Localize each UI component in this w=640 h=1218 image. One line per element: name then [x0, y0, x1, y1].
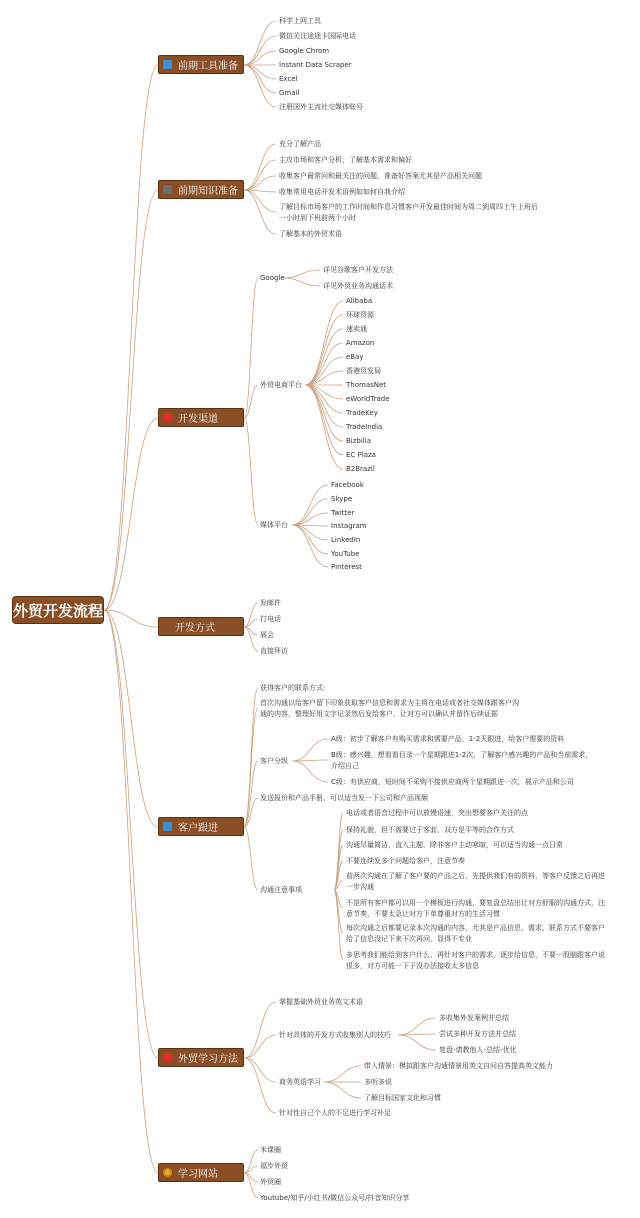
leaf-item[interactable]: Facebook	[331, 481, 364, 489]
connector	[324, 1082, 361, 1098]
leaf-item[interactable]: Instagram	[331, 522, 367, 530]
leaf-item[interactable]: Instant Data Scraper	[279, 61, 352, 69]
connector	[244, 65, 276, 79]
leaf-item[interactable]: LinkedIn	[331, 536, 361, 544]
leaf-item[interactable]: 打电话	[260, 615, 281, 623]
connector	[305, 385, 343, 441]
leaf-item[interactable]: 收集常用电话开发术语例如如何自我介绍	[279, 188, 405, 196]
connector	[244, 190, 276, 212]
leaf-item[interactable]: 沟通尽量简洁，直入主题，除非客户主动寒暄，可以适当沟通一点日常	[346, 841, 563, 849]
branch-label: 学习网站	[178, 1169, 218, 1180]
group-label[interactable]: 沟通注意事项	[260, 886, 302, 894]
group-label[interactable]: 媒体平台	[260, 521, 288, 529]
group-label[interactable]: Google	[260, 274, 285, 282]
connector	[305, 385, 343, 469]
info-icon	[163, 60, 172, 69]
leaf-item[interactable]: A级：初步了解客户有购买需求和需要产品，1-2天跟进，给客户需要的资料	[331, 735, 565, 743]
leaf-item[interactable]: Alibaba	[346, 297, 373, 305]
connector	[244, 418, 258, 525]
leaf-item[interactable]: 详见谷歌客户开发方法	[323, 266, 393, 274]
leaf-item[interactable]: YouTube	[331, 550, 360, 558]
leaf-item[interactable]: 复盘-请教他人-总结-优化	[439, 1046, 517, 1054]
leaf-item[interactable]: C级：有供应商，短时间不采购不接供应商两个星期跟进一次，展示产品和公司	[331, 778, 574, 786]
leaf-item[interactable]: 不是所有客户都可以用一个模板进行沟通，要复盘总结出让对方舒服的沟通方式，注意节奏，不要太急让对方下单尊重对方的生活习惯	[346, 899, 605, 918]
connector	[305, 329, 343, 385]
leaf-item[interactable]: 电话或者语音过程中可以放慢语速，突出想要客户关注的点	[346, 809, 528, 817]
connector	[398, 1035, 436, 1050]
leaf-item[interactable]: 带入情景：模拟跟客户沟通情景用英文自问自答提高英文能力	[364, 1062, 553, 1070]
leaf-item[interactable]: eBay	[346, 353, 364, 361]
group-label[interactable]: 商务英语学习	[279, 1078, 321, 1086]
connector	[324, 1066, 361, 1082]
leaf-item[interactable]: Gmail	[279, 89, 300, 97]
leaf-item[interactable]: Youtube/知乎/小红书/微信公众号/抖音知识分享	[260, 1194, 410, 1202]
leaf-item[interactable]: 尝试多种开发方法并总结	[439, 1030, 516, 1038]
connector	[334, 813, 343, 890]
connector	[292, 761, 328, 782]
connector	[305, 315, 343, 385]
leaf-item[interactable]: 获得客户的联系方式:	[260, 684, 326, 692]
leaf-item[interactable]: 多思考我们能给到客户什么，再针对客户的需求，逐步给信息，不要一股脑跟客户说很多，对方可能一下子没办法接收太多信息	[346, 951, 605, 970]
leaf-item[interactable]: 外贸圈	[260, 1178, 281, 1186]
connector	[305, 301, 343, 385]
connector	[292, 525, 328, 540]
connector	[244, 688, 258, 827]
leaf-item[interactable]: 保持礼貌，但不需要过于客套，双方是平等的合作方式	[346, 826, 514, 834]
connector	[283, 270, 320, 278]
leaf-item[interactable]: 前两次沟通在了解了客户要的产品之后，先提供我们有的资料，等客户反馈之后再进一步沟通	[346, 872, 605, 891]
leaf-item[interactable]: 发邮件	[260, 599, 281, 607]
leaf-item[interactable]: eWorldTrade	[346, 395, 390, 403]
connector	[244, 708, 258, 827]
leaf-item[interactable]: 展会	[260, 631, 274, 639]
connector	[244, 190, 276, 234]
leaf-item[interactable]: Bizbilla	[346, 437, 371, 445]
leaf-item[interactable]: Pinterest	[331, 563, 362, 571]
branch-learning[interactable]	[158, 1048, 244, 1067]
group-label[interactable]: 外贸电商平台	[260, 381, 302, 389]
branch-channels[interactable]	[158, 408, 244, 427]
leaf-item[interactable]: 福步外贸	[260, 1162, 288, 1170]
leaf-item[interactable]: 科学上网工具	[279, 17, 321, 25]
connector	[244, 1173, 258, 1198]
connector	[244, 1058, 276, 1082]
leaf-item[interactable]: 米课圈	[260, 1146, 281, 1154]
leaf-item[interactable]: Excel	[279, 75, 298, 83]
connector	[104, 65, 158, 610]
leaf-item[interactable]: 针对性自己个人的不足进行学习补足	[279, 1109, 391, 1117]
connector	[104, 610, 158, 827]
leaf-item[interactable]: 详见外贸业务沟通话术	[323, 282, 393, 290]
connector	[244, 1058, 276, 1113]
leaf-item[interactable]: 微信关注途途卡国际电话	[279, 32, 356, 40]
branch-label: 外贸学习方法	[178, 1054, 238, 1065]
leaf-item[interactable]: Google Chrom	[279, 47, 330, 55]
info-icon	[163, 822, 172, 831]
red-dot-icon	[163, 1053, 172, 1062]
leaf-item[interactable]: 直接拜访	[260, 647, 288, 655]
leaf-item[interactable]: Amazon	[346, 339, 375, 347]
connector	[244, 827, 258, 890]
connector	[292, 739, 328, 761]
leaf-item[interactable]: 多听多说	[364, 1078, 392, 1086]
leaf-item[interactable]: 速卖通	[346, 325, 367, 333]
group-label[interactable]: 针对具体的开发方式收集别人的技巧	[279, 1031, 391, 1039]
branch-followup[interactable]	[158, 817, 244, 836]
leaf-item[interactable]: 香港贸发局	[346, 367, 381, 375]
leaf-item[interactable]: TradeKey	[346, 409, 378, 417]
connector	[104, 418, 158, 610]
leaf-item[interactable]: 首次沟通以给客户留下印象获取客户信息和需求为主将在电话或者社交媒体跟客户沟通的内容，整理好用文字记录然后发给客户，让对方可以确认并留作后续证据	[260, 699, 519, 718]
connector	[244, 1035, 276, 1058]
branch-websites[interactable]	[158, 1163, 244, 1182]
leaf-item[interactable]: 充分了解产品	[279, 140, 321, 148]
leaf-item[interactable]: Skype	[331, 495, 353, 503]
connector	[244, 51, 276, 65]
leaf-item[interactable]: Twitter	[331, 509, 355, 517]
connector	[292, 525, 328, 567]
branch-knowledge[interactable]	[158, 180, 244, 199]
connector	[104, 610, 158, 1173]
group-label[interactable]: 客户分级	[260, 757, 288, 765]
connector	[244, 65, 276, 93]
connector	[244, 1002, 276, 1058]
branch-label: 客户跟进	[178, 823, 218, 834]
connector	[244, 278, 258, 418]
connector	[292, 499, 328, 525]
connector	[305, 385, 343, 413]
leaf-item[interactable]: 发送报价和产品手册，可以适当发一下公司和产品视频	[260, 794, 428, 802]
connector	[244, 160, 276, 190]
leaf-item[interactable]: 每次沟通之后都要记录本次沟通的内容，尤其是产品信息，需求，联系方式不要客户给了信息没记下来下次再问，显得不专业	[346, 924, 605, 943]
leaf-item[interactable]: B级：感兴趣，想看看目录一个星期跟进1-2次，了解客户感兴趣的产品和当前需求，介绍自己	[331, 751, 593, 770]
leaf-item[interactable]: 了解目标国家文化和习惯	[364, 1094, 441, 1102]
leaf-item[interactable]: 多收集外发案例并总结	[439, 1014, 509, 1022]
branch-label: 开发方式	[175, 623, 215, 634]
red-dot-icon	[163, 413, 172, 422]
branch-methods[interactable]	[158, 617, 244, 636]
leaf-item[interactable]: B2Brazil	[346, 465, 375, 473]
leaf-item[interactable]: 了解目标市场客户的工作时间和作息习惯客户开发最佳时间为周二到周四上午上班后一小时到下班前两个小时	[279, 203, 538, 222]
leaf-item[interactable]: 收集客户最常问和最关注的问题，准备好答案尤其是产品相关问题	[279, 172, 482, 180]
leaf-item[interactable]: 不要连续发多个问题给客户，注意节奏	[346, 857, 465, 865]
connector	[305, 385, 343, 455]
leaf-item[interactable]: TradeIndia	[346, 423, 383, 431]
leaf-item[interactable]: 主攻市场和客户分析，了解基本需求和偏好	[279, 156, 412, 164]
branch-label: 前期工具准备	[178, 61, 238, 72]
square-icon	[163, 185, 172, 194]
leaf-item[interactable]: 注册国外主流社交媒体账号	[279, 103, 363, 111]
leaf-item[interactable]: ThomasNet	[346, 381, 387, 389]
branch-label: 前期知识准备	[178, 186, 238, 197]
connector	[244, 36, 276, 65]
connector	[283, 278, 320, 286]
branch-tools[interactable]	[158, 55, 244, 74]
connector	[104, 610, 158, 1058]
branch-label: 开发渠道	[178, 414, 218, 425]
award-icon	[163, 1168, 172, 1177]
connector	[398, 1018, 436, 1035]
connector	[305, 357, 343, 385]
leaf-item[interactable]: EC Plaza	[346, 451, 376, 459]
connector	[244, 65, 276, 107]
root-node[interactable]: 外贸开发流程	[12, 596, 104, 624]
leaf-item[interactable]: 了解基本的外贸术语	[279, 230, 342, 238]
connector	[104, 190, 158, 610]
leaf-item[interactable]: 环球资源	[346, 311, 374, 319]
leaf-item[interactable]: 掌握基础外贸业务英文术语	[279, 998, 363, 1006]
